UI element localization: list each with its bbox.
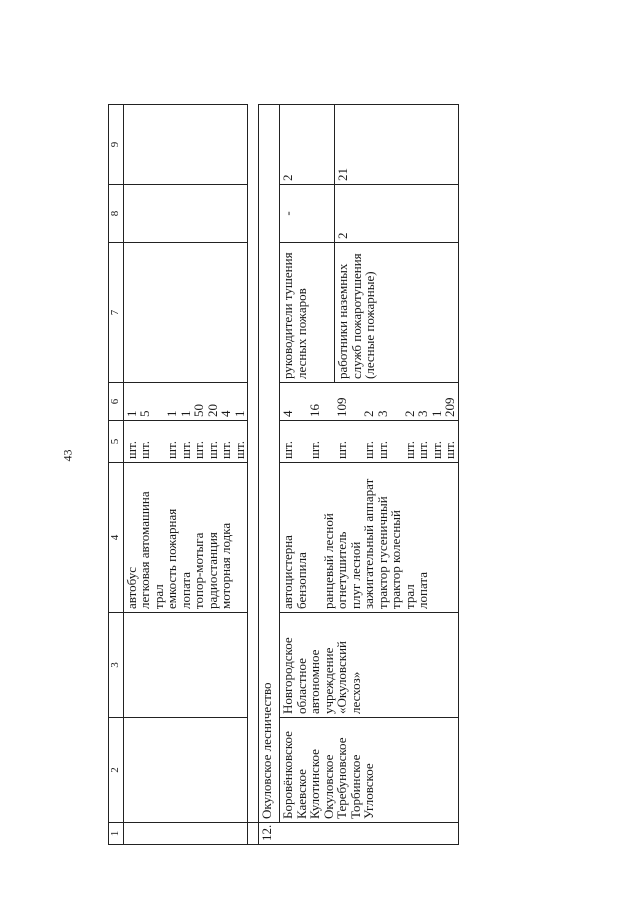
item-qty: 20 [204, 404, 220, 417]
item-qty: 5 [137, 410, 152, 417]
item-unit: шт. [401, 441, 417, 459]
personnel-col8-value: - [280, 185, 335, 242]
item-unit: шт. [218, 441, 233, 459]
rotated-table-sheet [108, 105, 608, 845]
item-qty: 4 [280, 410, 295, 417]
personnel-col9-value: 21 [335, 168, 350, 181]
forestry-title: Окуловское лесничество [259, 105, 280, 823]
district: Торбинское [347, 754, 363, 819]
organization-cell: Новгородское областное автономное учреждение «Окуловский лесхоз» [280, 613, 459, 718]
col-num-1: 1 [109, 823, 124, 845]
item-name: автобус [123, 567, 139, 609]
item-qty: 1 [231, 410, 247, 417]
item-qty: 2 [401, 410, 417, 417]
item-unit: шт. [191, 441, 206, 459]
item-name: лопата [177, 572, 193, 609]
col-num-6: 6 [109, 383, 124, 421]
col-num-9: 9 [109, 105, 124, 185]
col-num-2: 2 [109, 718, 124, 823]
section-items-units [280, 421, 459, 463]
item-name: ранцевый лесной огнетушитель [320, 513, 349, 609]
top-items-qty [123, 383, 248, 421]
top-items-units [123, 421, 248, 463]
forestry-header-row [259, 105, 280, 845]
district: Угловское [361, 763, 376, 819]
personnel-col9 [280, 105, 459, 185]
personnel-col9-value: 2 [280, 105, 335, 184]
item-unit: шт. [428, 441, 444, 459]
section-items-qty [280, 383, 459, 421]
item-name: автоцистерна [280, 535, 295, 609]
item-qty: 109 [334, 397, 349, 417]
item-qty: 3 [374, 410, 390, 417]
item-qty: 3 [415, 410, 430, 417]
personnel-roles [280, 243, 459, 383]
item-unit: шт. [204, 441, 220, 459]
top-block-row [123, 105, 248, 845]
item-name: радиостанция [204, 532, 220, 609]
item-qty: 1 [123, 410, 139, 417]
top-items-names [123, 463, 248, 613]
item-unit: шт. [137, 441, 152, 459]
item-name: моторная лодка [218, 522, 233, 609]
district: Теребуновское [334, 737, 349, 819]
item-qty: 16 [307, 404, 322, 417]
forestry-content-row [280, 105, 459, 845]
item-qty: 1 [177, 410, 193, 417]
item-unit: шт. [334, 441, 349, 459]
col-num-3: 3 [109, 613, 124, 718]
item-unit: шт. [374, 441, 390, 459]
district: Окуловское [320, 754, 336, 819]
item-name: трактор гусеничный [374, 496, 390, 609]
item-qty: 4 [218, 410, 233, 417]
item-unit: шт. [164, 441, 179, 459]
item-name: бензопила [293, 552, 309, 609]
districts-cell [280, 718, 459, 823]
item-name: емкость пожарная [164, 508, 179, 609]
item-name: плуг лесной [347, 541, 363, 609]
item-unit: шт. [415, 441, 430, 459]
item-name: топор-мотыга [191, 532, 206, 609]
personnel-role: работники наземных служб пожаротушения (лесные пожарные) [335, 253, 377, 379]
item-name: легковая автомашина [137, 491, 152, 609]
section-number: 12. [259, 823, 459, 845]
item-unit: шт. [231, 441, 247, 459]
personnel-col8 [280, 185, 459, 243]
spacer-row [248, 105, 259, 845]
item-qty: 50 [191, 404, 206, 417]
col-num-7: 7 [109, 243, 124, 383]
personnel-col8-value: 2 [335, 232, 350, 239]
item-name: трал [150, 584, 166, 609]
item-unit: шт. [177, 441, 193, 459]
item-name: трал [401, 584, 417, 609]
district: Кулотинское [307, 749, 322, 819]
item-qty: 1 [164, 410, 179, 417]
page-number: 43 [60, 449, 75, 462]
col-num-8: 8 [109, 185, 124, 243]
col-num-4: 4 [109, 463, 124, 613]
item-unit: шт. [361, 441, 376, 459]
item-qty: 1 [428, 410, 444, 417]
item-unit: шт. [280, 441, 295, 459]
item-qty: 209 [442, 397, 457, 417]
item-name: зажигательный аппарат [361, 478, 376, 609]
district: Боровёнковское [280, 731, 295, 819]
item-unit: шт. [442, 441, 457, 459]
section-items-names [280, 463, 459, 613]
item-name: трактор колесный [388, 510, 403, 609]
col-num-5: 5 [109, 421, 124, 463]
personnel-role: руководители тушения лесных пожаров [280, 243, 335, 382]
item-unit: шт. [123, 441, 139, 459]
column-numbers-row [109, 105, 124, 845]
resources-table [108, 104, 459, 845]
item-qty: 2 [361, 410, 376, 417]
item-unit: шт. [307, 441, 322, 459]
district: Каевское [293, 769, 309, 819]
item-name: лопата [415, 572, 430, 609]
